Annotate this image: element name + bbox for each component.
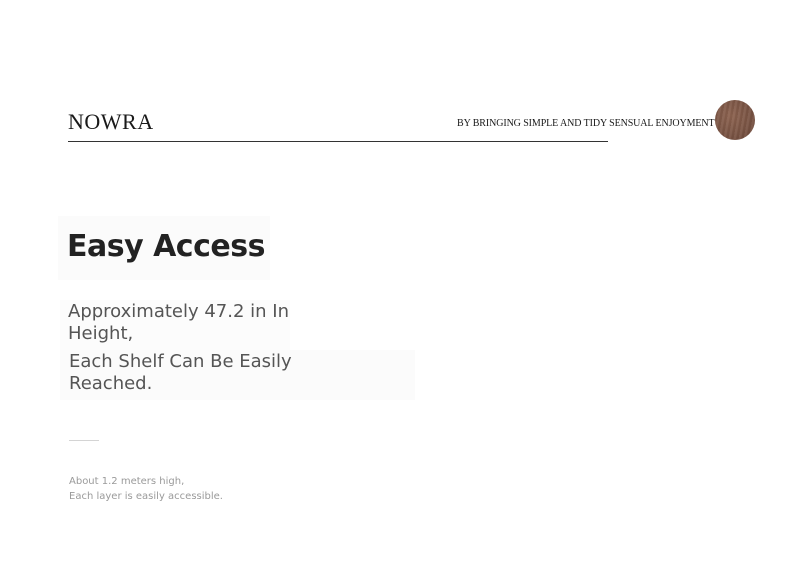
subtitle-line-1: Approximately 47.2 in In Height, <box>68 301 290 344</box>
subtitle-line-2: Each Shelf Can Be Easily Reached. <box>69 351 292 394</box>
note-text <box>69 474 223 504</box>
brand-logo: NOWRA <box>68 109 154 134</box>
note-line-2: Each layer is easily accessible. <box>69 491 223 502</box>
brand-tagline: BY BRINGING SIMPLE AND TIDY SENSUAL ENJOYMENT <box>457 118 715 129</box>
page-title: Easy Access <box>67 229 265 264</box>
header-divider <box>68 141 608 142</box>
section-divider <box>69 440 99 441</box>
wood-swatch-icon <box>715 100 755 140</box>
note-line-1: About 1.2 meters high, <box>69 476 185 487</box>
